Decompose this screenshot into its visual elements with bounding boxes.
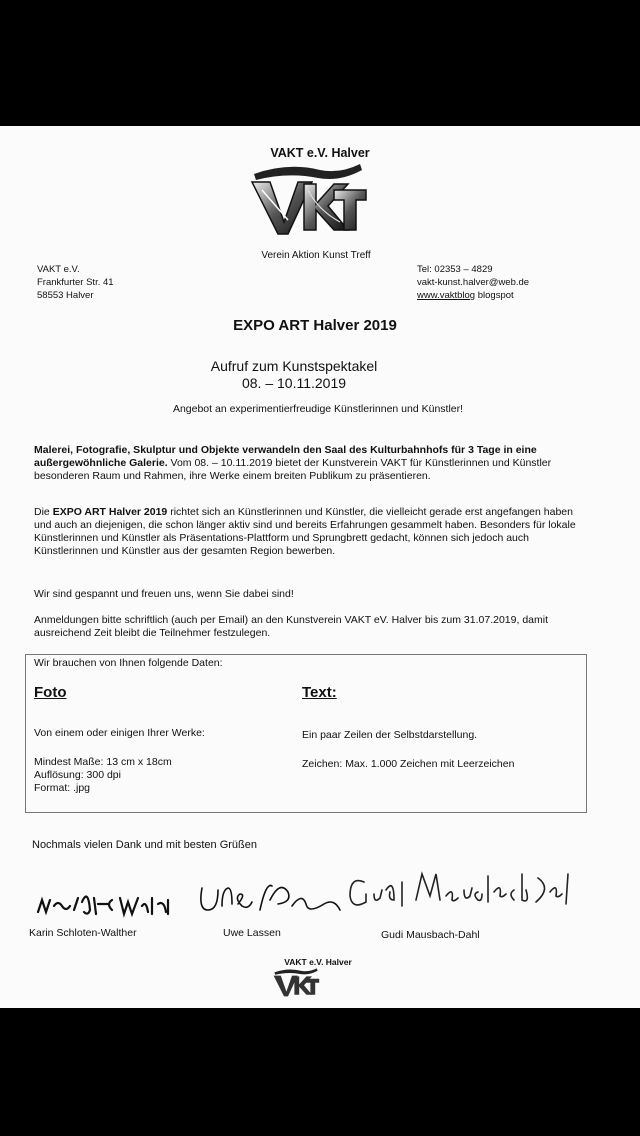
foto-heading: Foto: [34, 684, 67, 701]
paragraph-1: [34, 444, 584, 483]
org-name: VAKT e.V. Halver: [270, 146, 370, 160]
closing-line: Nochmals vielen Dank und mit besten Grüßen: [32, 839, 257, 851]
paragraph-1-bold: Malerei, Fotografie, Skulptur und Objekte verwandeln den Saal des Kulturbahnhofs für 3 Tage in eine außergewöhnliche Galerie.: [34, 444, 537, 469]
paragraph-4: Anmeldungen bitte schriftlich (auch per Email) an den Kunstverein VAKT eV. Halver bis zum 31.07.2019, damit ausreichend Zeit bleibt die Teilnehmer festzulegen.: [34, 614, 548, 639]
sender-address: [37, 263, 114, 302]
blog-line: [417, 289, 529, 302]
intro-line: Angebot an experimentierfreudige Künstlerinnen und Künstler!: [172, 403, 464, 415]
paragraph-3: Wir sind gespannt und freuen uns, wenn Sie dabei sind!: [34, 588, 294, 600]
paragraph-1-text: Vom 08. – 10.11.2019 bietet der Kunstverein VAKT für Künstlerinnen und Künstler besonderen Raum und Rahmen, ihre Werke einem breiten Publikum zu präsentieren.: [34, 457, 552, 482]
text-heading: Text:: [302, 684, 337, 701]
footer-vakt-logo: [272, 966, 320, 998]
foto-spec: Format: .jpg: [34, 782, 91, 794]
address-line: Frankfurter Str. 41: [37, 277, 114, 288]
contact-block: [417, 263, 529, 302]
requirements-heading: Wir brauchen von Ihnen folgende Daten:: [34, 657, 223, 669]
signatory-name: Gudi Mausbach-Dahl: [381, 929, 480, 941]
org-tagline: Verein Aktion Kunst Treff: [261, 250, 371, 261]
blog-link[interactable]: www.vaktblog: [417, 290, 476, 301]
email-address: vakt-kunst.halver@web.de: [417, 277, 530, 288]
paragraph-2-pre: Die: [34, 506, 53, 518]
footer-org-name: VAKT e.V. Halver: [284, 957, 352, 967]
text-intro: Ein paar Zeilen der Selbstdarstellung.: [302, 729, 478, 741]
signature-uwe: [196, 870, 346, 926]
document-title: EXPO ART Halver 2019: [233, 317, 397, 334]
signatory-name: Karin Schloten-Walther: [29, 927, 137, 939]
text-spec: Zeichen: Max. 1.000 Zeichen mit Leerzeichen: [302, 758, 515, 770]
signatory-name: Uwe Lassen: [223, 927, 281, 939]
foto-specs: [34, 756, 172, 795]
event-dates: 08. – 10.11.2019: [241, 375, 347, 391]
paragraph-2: [34, 506, 584, 558]
address-line: VAKT e.V.: [37, 264, 80, 275]
letter-page: [0, 126, 640, 1008]
foto-spec: Auflösung: 300 dpi: [34, 769, 121, 781]
address-line: 58553 Halver: [37, 290, 94, 301]
blog-link-suffix: blogspot: [475, 290, 514, 301]
vakt-logo: [248, 160, 368, 236]
requirements-box: [25, 654, 587, 813]
foto-intro: Von einem oder einigen Ihrer Werke:: [34, 727, 205, 739]
paragraph-2-bold: EXPO ART Halver 2019: [52, 506, 168, 518]
phone-number: Tel: 02353 – 4829: [417, 264, 493, 275]
foto-spec: Mindest Maße: 13 cm x 18cm: [34, 756, 172, 768]
signature-gudi: [346, 860, 582, 924]
signature-karin: [34, 874, 184, 930]
subtitle-block: [0, 358, 588, 392]
paragraph-2-text: richtet sich an Künstlerinnen und Künstler, die vielleicht gerade erst angefangen haben und auch an diejenigen, die schon länger aktiv sind und bereits Erfahrungen gesammelt haben. Besonders für lokale Künstlerinnen und Künstler als Präsentations-Plattform und Sprungbrett gedacht, können sich jedoch auch Künstlerinnen und Künstler aus der gesamten Region bewerben.: [34, 506, 576, 557]
subtitle: Aufruf zum Kunstspektakel: [210, 358, 378, 374]
